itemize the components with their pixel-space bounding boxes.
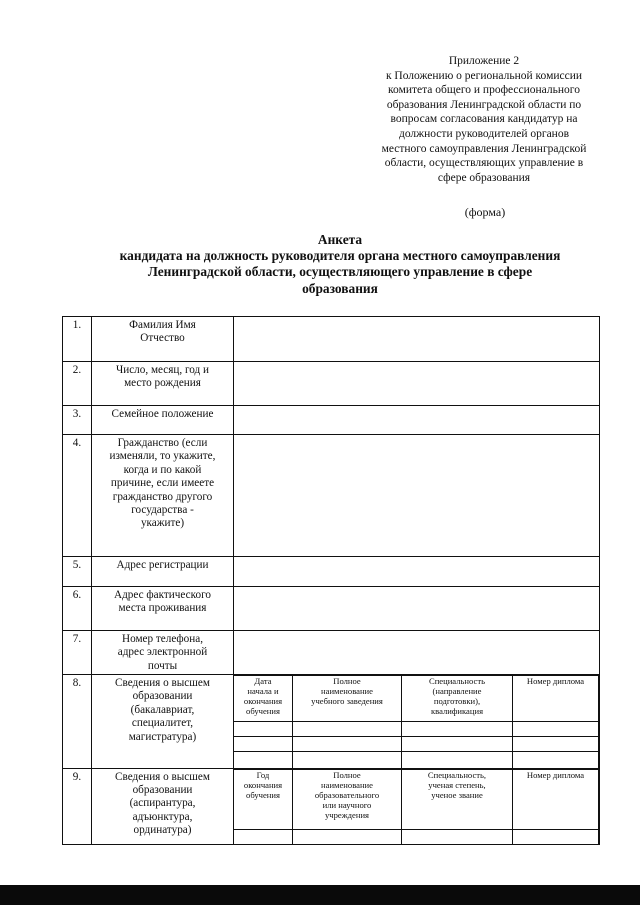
questionnaire-table bbox=[62, 316, 600, 845]
appendix-note bbox=[357, 54, 611, 185]
row-label: Сведения о высшем образовании (аспирантура, адъюнктура, ординатура) bbox=[92, 768, 234, 845]
row-number: 6. bbox=[63, 587, 92, 631]
full-name-field[interactable] bbox=[234, 317, 600, 362]
row-number: 2. bbox=[63, 362, 92, 406]
table-cell[interactable] bbox=[234, 737, 293, 752]
table-cell[interactable] bbox=[513, 737, 599, 752]
scan-edge-bar bbox=[0, 885, 640, 905]
phone-email-field[interactable] bbox=[234, 631, 600, 675]
row-number: 3. bbox=[63, 406, 92, 435]
table-cell[interactable] bbox=[234, 722, 293, 737]
row-number: 1. bbox=[63, 317, 92, 362]
table-cell[interactable] bbox=[293, 752, 402, 768]
col-header-diploma: Номер диплома bbox=[513, 769, 599, 829]
title-line: Ленинградской области, осуществляющего управление в сфере bbox=[147, 264, 533, 280]
row-number: 4. bbox=[63, 435, 92, 557]
appendix-line: вопросам согласования кандидатур на bbox=[390, 113, 578, 126]
row-label: Номер телефона, адрес электронной почты bbox=[92, 631, 234, 675]
row-label: Сведения о высшем образовании (бакалавриат, специалитет, магистратура) bbox=[92, 675, 234, 769]
table-cell[interactable] bbox=[234, 752, 293, 768]
table-cell[interactable] bbox=[402, 737, 513, 752]
appendix-line: комитета общего и профессионального bbox=[388, 84, 580, 97]
postgrad-education-cell bbox=[234, 768, 600, 845]
col-header-institution: Полное наименование учебного заведения bbox=[293, 676, 402, 722]
higher-education-cell bbox=[234, 675, 600, 769]
registration-address-field[interactable] bbox=[234, 557, 600, 587]
table-cell[interactable] bbox=[402, 829, 513, 844]
appendix-line: должности руководителей органов bbox=[398, 127, 570, 140]
row-label: Число, месяц, год и место рождения bbox=[92, 362, 234, 406]
col-header-diploma: Номер диплома bbox=[513, 676, 599, 722]
row-number: 7. bbox=[63, 631, 92, 675]
table-cell[interactable] bbox=[402, 752, 513, 768]
appendix-line: образования Ленинградской области по bbox=[386, 98, 582, 111]
appendix-line: местного самоуправления Ленинградской bbox=[381, 142, 587, 155]
table-cell[interactable] bbox=[513, 722, 599, 737]
col-header-institution: Полное наименование образовательного или научного учреждения bbox=[293, 769, 402, 829]
actual-address-field[interactable] bbox=[234, 587, 600, 631]
title-line: кандидата на должность руководителя органа местного самоуправления bbox=[119, 248, 561, 264]
col-header-specialty-degree: Специальность, ученая степень, ученое звание bbox=[402, 769, 513, 829]
table-cell[interactable] bbox=[402, 722, 513, 737]
table-cell[interactable] bbox=[293, 722, 402, 737]
table-cell[interactable] bbox=[513, 752, 599, 768]
appendix-line: к Положению о региональной комиссии bbox=[385, 69, 583, 82]
col-header-specialty: Специальность (направление подготовки), квалификация bbox=[402, 676, 513, 722]
row-label: Семейное положение bbox=[92, 406, 234, 435]
col-header-dates: Дата начала и окончания обучения bbox=[234, 676, 293, 722]
title-line: Анкета bbox=[317, 232, 363, 247]
table-cell[interactable] bbox=[234, 829, 293, 844]
birth-date-place-field[interactable] bbox=[234, 362, 600, 406]
document-title bbox=[60, 232, 620, 297]
table-cell[interactable] bbox=[293, 829, 402, 844]
row-label: Адрес регистрации bbox=[92, 557, 234, 587]
appendix-line: Приложение 2 bbox=[448, 55, 520, 67]
table-cell[interactable] bbox=[513, 829, 599, 844]
postgrad-education-table bbox=[234, 769, 599, 845]
row-number: 9. bbox=[63, 768, 92, 845]
row-number: 5. bbox=[63, 557, 92, 587]
row-number: 8. bbox=[63, 675, 92, 769]
citizenship-field[interactable] bbox=[234, 435, 600, 557]
row-label: Адрес фактического места проживания bbox=[92, 587, 234, 631]
col-header-year: Год окончания обучения bbox=[234, 769, 293, 829]
title-line: образования bbox=[302, 280, 378, 296]
table-cell[interactable] bbox=[293, 737, 402, 752]
higher-education-table bbox=[234, 675, 599, 768]
row-label: Фамилия Имя Отчество bbox=[92, 317, 234, 362]
row-label: Гражданство (если изменяли, то укажите, когда и по какой причине, если имеете гражданство другого государства - укажите) bbox=[92, 435, 234, 557]
appendix-line: сфере образования bbox=[437, 171, 531, 184]
form-label: (форма) bbox=[464, 205, 506, 219]
appendix-line: области, осуществляющих управление в bbox=[384, 157, 584, 170]
marital-status-field[interactable] bbox=[234, 406, 600, 435]
